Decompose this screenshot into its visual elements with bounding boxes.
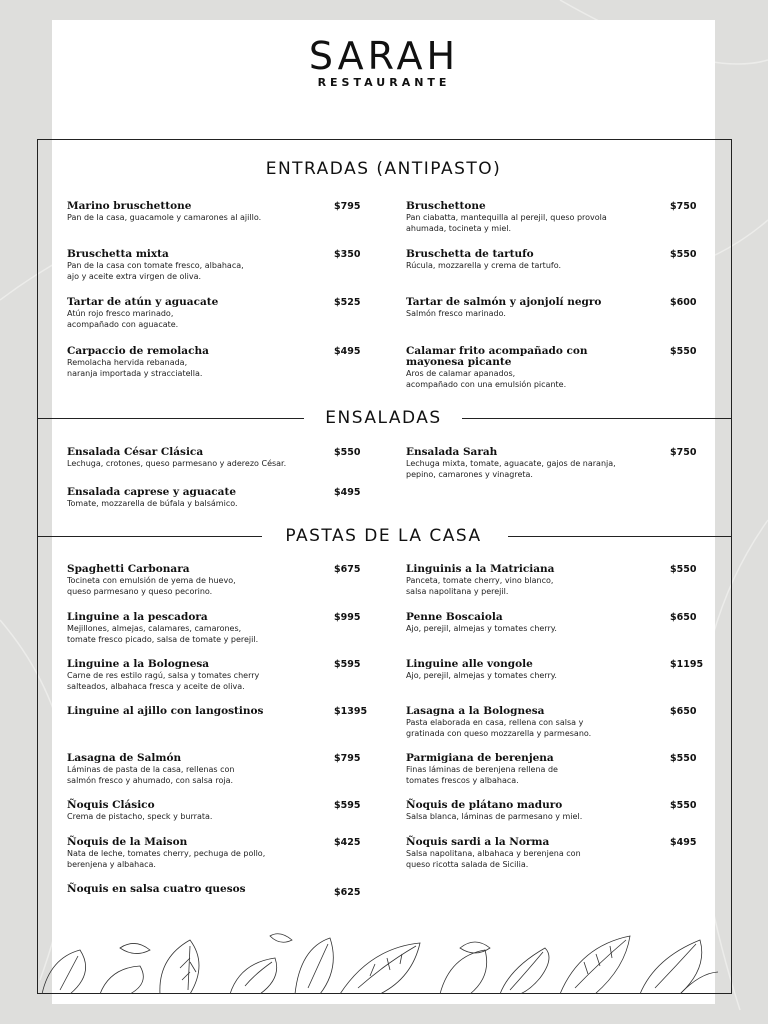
item-price: $650 [670,706,697,717]
item-description: Ajo, perejil, almejas y tomates cherry. [406,671,557,680]
item-name: Tartar de atún y aguacate [67,296,219,308]
item-name: Ñoquis sardi a la Norma [406,836,550,848]
section-title-ensaladas [52,407,715,429]
item-price: $550 [670,346,697,357]
menu-item [406,800,701,823]
section-title-pastas [52,525,715,547]
item-price: $750 [670,447,697,458]
menu-item [67,297,362,330]
restaurant-logo [0,36,768,89]
item-name: Bruschetta de tartufo [406,248,534,260]
item-name: Linguine alle vongole [406,658,533,670]
item-price: $1395 [334,706,368,717]
section-title-ensaladas-main: ENSALADAS [325,408,442,428]
item-name: Linguine a la Bolognesa [67,658,210,670]
item-price: $550 [670,249,697,260]
item-description: Nata de leche, tomates cherry, pechuga de pollo, berenjena y albahaca. [67,849,266,869]
item-description: Remolacha hervida rebanada, naranja importada y stracciatella. [67,358,203,378]
item-name: Penne Boscaiola [406,611,503,623]
item-name: Ñoquis de plátano maduro [406,799,563,811]
menu-item [406,706,701,739]
item-description: Rúcula, mozzarella y crema de tartufo. [406,261,562,270]
item-name: Carpaccio de remolacha [67,345,209,357]
botanical-leaves-illustration [40,928,720,994]
item-price: $995 [334,612,361,623]
menu-item [67,564,362,597]
item-price: $625 [334,887,361,898]
item-description: Salsa blanca, láminas de parmesano y miel. [406,812,583,821]
item-description: Atún rojo fresco marinado, acompañado con aguacate. [67,309,179,329]
menu-item [67,837,362,870]
item-description: Finas láminas de berenjena rellena de tomates frescos y albahaca. [406,765,558,785]
menu-item [67,487,362,510]
menu-item [406,753,701,786]
menu-item [406,249,701,272]
item-name: Ñoquis Clásico [67,799,155,811]
item-name: Linguine al ajillo con langostinos [67,705,264,717]
item-description: Carne de res estilo ragú, salsa y tomates cherry salteados, albahaca fresca y aceite de oliva. [67,671,260,691]
item-name: Linguinis a la Matriciana [406,563,555,575]
item-description: Tocineta con emulsión de yema de huevo, queso parmesano y queso pecorino. [67,576,236,596]
item-price: $675 [334,564,361,575]
menu-item [67,884,362,896]
item-price: $550 [670,564,697,575]
item-price: $750 [670,201,697,212]
item-description: Pan de la casa con tomate fresco, albahaca, ajo y aceite extra virgen de oliva. [67,261,244,281]
menu-item [67,612,362,645]
item-description: Ajo, perejil, almejas y tomates cherry. [406,624,557,633]
section-title-entradas-sub: (ANTIPASTO) [376,159,502,179]
item-description: Salsa napolitana, albahaca y berenjena con queso ricotta salada de Sicilia. [406,849,581,869]
menu-item [406,297,701,320]
item-name: Parmigiana de berenjena [406,752,554,764]
item-description: Mejillones, almejas, calamares, camarones, tomate fresco picado, salsa de tomate y perejil. [67,624,259,644]
item-description: Pan de la casa, guacamole y camarones al ajillo. [67,213,262,222]
menu-item [67,346,362,379]
menu-item [67,753,362,786]
item-name: Marino bruschettone [67,200,192,212]
item-description: Tomate, mozzarella de búfala y balsámico. [67,499,238,508]
item-price: $600 [670,297,697,308]
section-title-entradas [52,158,715,180]
item-price: $550 [670,753,697,764]
item-description: Panceta, tomate cherry, vino blanco, salsa napolitana y perejil. [406,576,554,596]
item-price: $495 [334,346,361,357]
item-price: $595 [334,800,361,811]
item-name: Ñoquis en salsa cuatro quesos [67,883,246,895]
item-price: $525 [334,297,361,308]
item-price: $425 [334,837,361,848]
item-description: Crema de pistacho, speck y burrata. [67,812,213,821]
item-price: $795 [334,201,361,212]
item-price: $495 [670,837,697,848]
item-name: Linguine a la pescadora [67,611,208,623]
item-price: $350 [334,249,361,260]
menu-item [67,659,362,692]
item-description: Pan ciabatta, mantequilla al perejil, queso provola ahumada, tocineta y miel. [406,213,607,233]
menu-item [67,705,368,718]
menu-item [406,346,701,390]
item-description: Lechuga, crotones, queso parmesano y aderezo César. [67,459,287,468]
item-name: Spaghetti Carbonara [67,563,190,575]
brand-name: SARAH [308,34,460,78]
item-name: Tartar de salmón y ajonjolí negro [406,296,602,308]
item-name: Bruschettone [406,200,486,212]
item-price: $550 [334,447,361,458]
item-description: Aros de calamar apanados, acompañado con una emulsión picante. [406,369,567,389]
menu-item [406,837,701,870]
item-name: Lasagna de Salmón [67,752,182,764]
item-name: Ensalada César Clásica [67,446,204,458]
section-title-pastas-main: PASTAS DE LA CASA [285,526,482,546]
item-name: Calamar frito acompañado con mayonesa picante [406,345,588,368]
menu-item [406,564,701,597]
menu-item [67,201,362,224]
item-price: $650 [670,612,697,623]
section-title-entradas-main: ENTRADAS [265,159,370,179]
menu-item [406,201,701,234]
item-price: $595 [334,659,361,670]
item-name: Lasagna a la Bolognesa [406,705,545,717]
item-description: Lechuga mixta, tomate, aguacate, gajos de naranja, pepino, camarones y vinagreta. [406,459,616,479]
item-price: $495 [334,487,361,498]
menu-item [67,447,362,470]
item-name: Ensalada Sarah [406,446,498,458]
menu-item [406,447,701,480]
item-price: $550 [670,800,697,811]
menu-item [67,800,362,823]
item-description: Salmón fresco marinado. [406,309,506,318]
item-name: Bruschetta mixta [67,248,169,260]
item-description: Láminas de pasta de la casa, rellenas con salmón fresco y ahumado, con salsa roja. [67,765,235,785]
brand-subtitle: RESTAURANTE [317,76,451,89]
item-price: $1195 [670,659,704,670]
menu-item [67,249,362,282]
item-description: Pasta elaborada en casa, rellena con salsa y gratinada con queso mozzarella y parmesano. [406,718,592,738]
menu-item [406,658,704,682]
menu-item [406,612,701,635]
item-price: $795 [334,753,361,764]
item-name: Ensalada caprese y aguacate [67,486,237,498]
item-name: Ñoquis de la Maison [67,836,188,848]
